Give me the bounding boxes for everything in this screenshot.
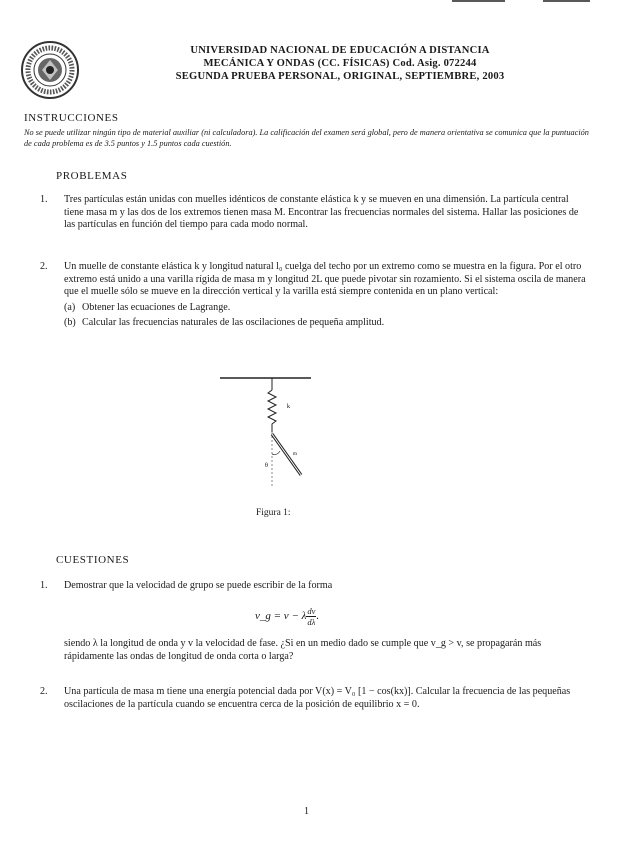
problems-heading: PROBLEMAS [56,170,128,182]
problem-2-part-a [64,302,590,315]
problem-2-text: Un muelle de constante elástica k y longitud natural l₀ cuelga del techo por un extremo como se muestra en la figura. Por el otro extremo está unido a una varilla rígida de masa m y longitud 2L que puede pivotar sin rozamiento. Si el sistema oscila de manera que el muelle sólo se mueve en la dirección vertical y la varilla está siempre contenida en un plano vertical: [64,261,586,298]
header-course: MECÁNICA Y ONDAS (CC. FÍSICAS) Cod. Asig. 072244 [203,58,477,69]
problem-2-part-b [64,317,590,330]
formula-lhs: v_g = v − λ [255,610,307,623]
angle-arc [272,451,280,455]
formula-fraction [306,606,316,627]
question-1-body [64,638,590,663]
question-1-number: 1. [40,580,48,591]
spring [268,390,276,432]
question-2-number: 2. [40,686,48,697]
page-number: 1 [304,806,309,817]
formula-denominator: dλ [307,617,316,627]
spring-rod-figure [215,372,325,492]
question-2 [40,686,590,711]
problem-2-number: 2. [40,261,48,272]
instructions-text: No se puede utilizar ningún tipo de material auxiliar (ni calculadora). La calificación del examen será global, pero de manera orientativa se comunica que la puntuación de cada problema es de 3.5 puntos y 1.5 puntos cada cuestión. [24,128,589,148]
rod-label-m: m [293,452,297,457]
spring-label-k: k [287,404,290,410]
figure-caption: Figura 1: [256,508,291,518]
problem-2 [40,261,590,330]
part-b-label: (b) [64,317,76,329]
group-velocity-formula [255,606,319,627]
header-university: UNIVERSIDAD NACIONAL DE EDUCACIÓN A DISTANCIA [190,45,490,56]
question-1-text: siendo λ la longitud de onda y v la velocidad de fase. ¿Si en un medio dado se cumple que v_g > v, se propagarán más rápidamente las ondas de longitud de onda corta o larga? [64,638,542,662]
question-1 [40,580,590,593]
university-seal-icon [20,40,80,100]
header-exam: SEGUNDA PRUEBA PERSONAL, ORIGINAL, SEPTIEMBRE, 2003 [175,71,505,82]
problem-1-text: Tres partículas están unidas con muelles idénticos de constante elástica k y se mueven en una dimensión. La partícula central tiene masa m y las dos de los extremos tienen masa M. Encontrar las frecuencias normales del sistema. Hallar las posiciones de las partículas en función del tiempo para cada modo normal. [64,194,579,231]
instructions-heading: INSTRUCCIONES [24,112,119,124]
question-2-text: Una partícula de masa m tiene una energía potencial dada por V(x) = V₀ [1 − cos(kx)]. Calcular la frecuencia de las pequeñas oscilaciones de la partícula cuando se encuentra cerca de la posición de equilibrio x = 0. [64,686,571,710]
part-b-text: Calcular las frecuencias naturales de las oscilaciones de pequeña amplitud. [82,317,385,329]
formula-end: . [316,610,320,623]
part-a-label: (a) [64,301,76,313]
questions-heading: CUESTIONES [56,554,130,566]
question-1-intro: Demostrar que la velocidad de grupo se puede escribir de la forma [64,580,333,591]
exam-header [95,44,585,83]
angle-label-theta: θ [265,463,268,469]
problem-1-number: 1. [40,194,48,205]
part-a-text: Obtener las ecuaciones de Lagrange. [82,301,231,313]
formula-numerator: dv [307,606,316,616]
problem-1 [40,194,590,232]
scan-marks [0,0,617,12]
